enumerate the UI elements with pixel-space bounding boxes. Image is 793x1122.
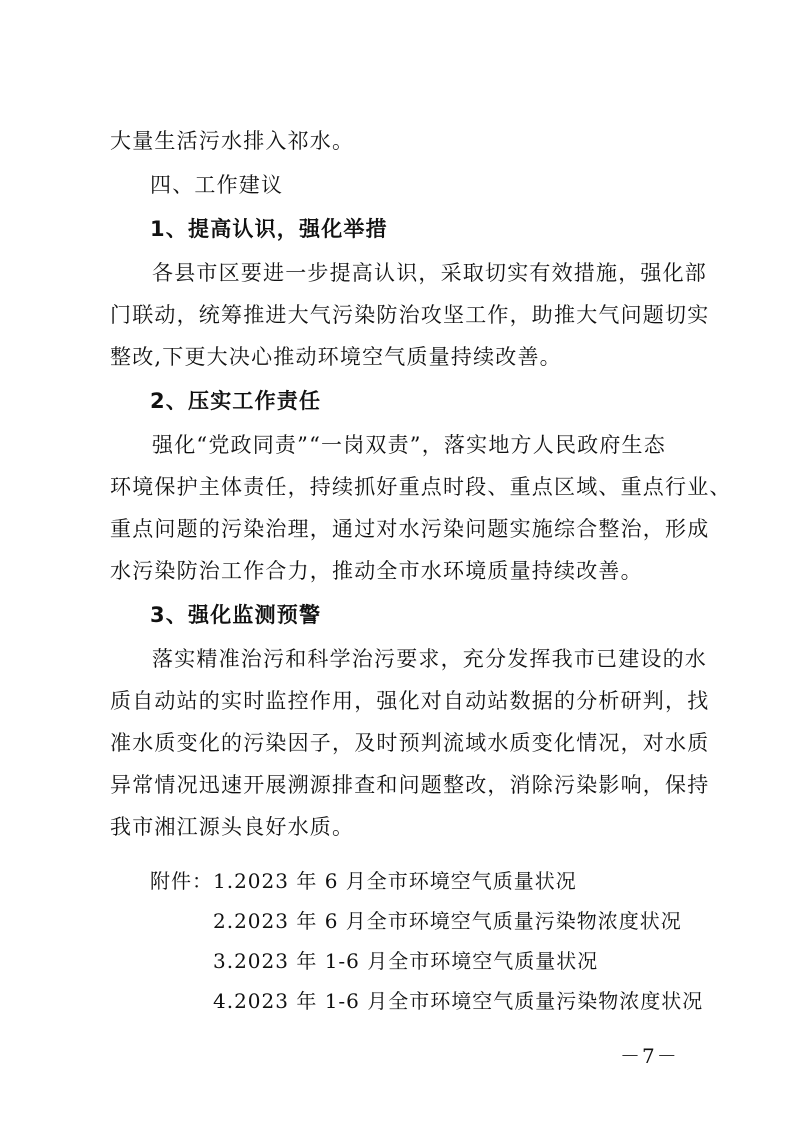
paragraph-line: 重点问题的污染治理，通过对水污染问题实施综合整治，形成 <box>110 517 710 541</box>
section-heading: 四、工作建议 <box>150 173 284 197</box>
attachment-item: 1.2023 年 6 月全市环境空气质量状况 <box>213 869 577 893</box>
subsection-heading-3: 3、强化监测预警 <box>150 603 322 627</box>
paragraph-line: 大量生活污水排入祁水。 <box>110 129 355 153</box>
page-number: －7－ <box>620 1044 679 1068</box>
paragraph-line: 质自动站的实时监控作用，强化对自动站数据的分析研判，找 <box>110 689 710 713</box>
paragraph-line: 整改,下更大决心推动环境空气质量持续改善。 <box>110 345 562 369</box>
attachment-item: 4.2023 年 1-6 月全市环境空气质量污染物浓度状况 <box>213 989 704 1013</box>
attachment-item: 2.2023 年 6 月全市环境空气质量污染物浓度状况 <box>213 909 682 933</box>
paragraph-line: 我市湘江源头良好水质。 <box>110 815 355 839</box>
paragraph-line: 各县市区要进一步提高认识，采取切实有效措施，强化部 <box>152 261 707 285</box>
paragraph-line: 强化“党政同责”“一岗双责”，落实地方人民政府生态 <box>152 433 666 457</box>
attachments-label: 附件： <box>150 869 213 893</box>
paragraph-line: 异常情况迅速开展溯源排查和问题整改，消除污染影响，保持 <box>110 773 710 797</box>
paragraph-line: 门联动，统筹推进大气污染防治攻坚工作，助推大气问题切实 <box>110 303 710 327</box>
subsection-heading-2: 2、压实工作责任 <box>150 389 322 413</box>
subsection-heading-1: 1、提高认识，强化举措 <box>150 217 388 241</box>
paragraph-line: 准水质变化的污染因子，及时预判流域水质变化情况，对水质 <box>110 731 710 755</box>
paragraph-line: 落实精准治污和科学治污要求，充分发挥我市已建设的水 <box>152 647 707 671</box>
paragraph-line: 环境保护主体责任，持续抓好重点时段、重点区域、重点行业、 <box>110 475 732 499</box>
paragraph-line: 水污染防治工作合力，推动全市水环境质量持续改善。 <box>110 559 643 583</box>
attachment-item: 3.2023 年 1-6 月全市环境空气质量状况 <box>213 949 599 973</box>
